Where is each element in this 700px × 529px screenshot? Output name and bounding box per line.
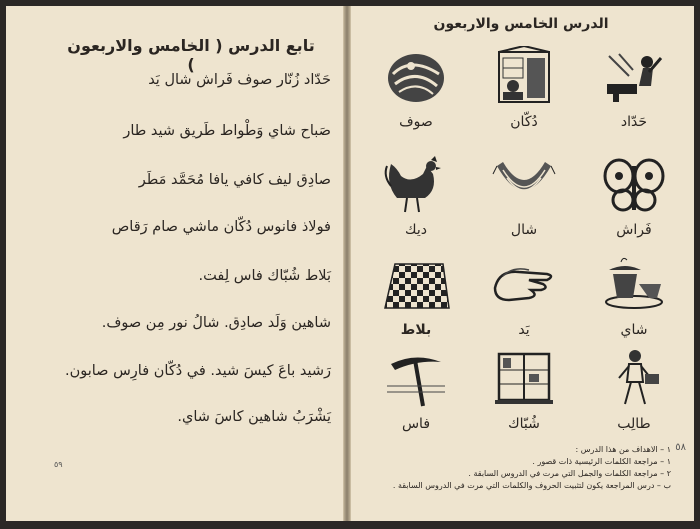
note-line: ب – درس المراجعة يكون لتثبيت الحروف والكلمات التي مرت في الدروس السابقة . xyxy=(392,481,671,490)
word-label: صوف xyxy=(399,114,433,130)
window-icon xyxy=(489,348,559,410)
butterfly-icon xyxy=(599,154,669,216)
word-label: طالِب xyxy=(617,416,651,432)
teacher-notes xyxy=(371,444,671,492)
word-label: شاي xyxy=(620,322,648,338)
text-line-1: حَدّاد زُنّار صوف فَراش شال يَد xyxy=(148,72,331,88)
text-line-2: صَباح شاي وَطْواط طَريق شيد طار xyxy=(123,123,331,139)
note-line: ١ – الاهداف من هذا الدرس : xyxy=(575,445,671,454)
word-label: فاس xyxy=(401,416,431,432)
picture-card-tea xyxy=(589,254,679,349)
word-label: شُبّاك xyxy=(508,416,540,432)
picture-card-hand xyxy=(479,254,569,349)
text-line-3: صادِق ليف كافي يافا مُحَمَّد مَطَر xyxy=(138,172,331,188)
picture-card-wool xyxy=(371,46,461,141)
picture-card-blacksmith xyxy=(589,46,679,141)
right-page xyxy=(350,6,694,521)
left-page-number: ٥٩ xyxy=(54,460,63,469)
picture-card-butterfly xyxy=(589,154,679,249)
tea-icon xyxy=(599,254,669,316)
right-page-title: الدرس الخامس والاربعون xyxy=(433,16,609,32)
picture-card-tiles xyxy=(371,254,461,349)
text-line-7: رَشيد باعَ كيسَ شيد. في دُكّان فارِس صابون. xyxy=(64,363,331,379)
rooster-icon xyxy=(381,154,451,216)
shawl-icon xyxy=(489,154,559,216)
student-icon xyxy=(599,348,669,410)
wool-icon xyxy=(381,46,451,108)
word-label: دُكّان xyxy=(510,114,538,130)
shop-icon xyxy=(489,46,559,108)
left-page-title: تابع الدرس ( الخامس والاربعون ) xyxy=(67,36,315,74)
word-label: شال xyxy=(510,222,538,238)
picture-card-student xyxy=(589,348,679,443)
text-line-6: شاهين وَلَد صادِق. شالُ نور مِن صوف. xyxy=(101,315,331,331)
hand-icon xyxy=(489,254,559,316)
picture-card-rooster xyxy=(371,154,461,249)
word-label: ديك xyxy=(405,222,427,238)
picture-card-shop xyxy=(479,46,569,141)
picture-card-shawl xyxy=(479,154,569,249)
left-page xyxy=(6,6,344,521)
word-label: بلاط xyxy=(400,322,432,338)
tiles-icon xyxy=(381,254,451,316)
word-label: فَراش xyxy=(616,222,652,238)
pickaxe-icon xyxy=(381,348,451,410)
text-line-8: يَشْرَبُ شاهين كاسَ شاي. xyxy=(177,409,331,425)
text-line-4: فولاذ فانوس دُكّان ماشي صام رَقاص xyxy=(111,219,331,235)
word-label: حَدّاد xyxy=(620,114,648,130)
right-page-number: ٥٨ xyxy=(675,442,686,453)
note-line: ١ – مراجعة الكلمات الرئيسية ذات قصور . xyxy=(532,457,671,466)
picture-card-window xyxy=(479,348,569,443)
picture-card-pickaxe xyxy=(371,348,461,443)
word-label: يَد xyxy=(518,322,530,338)
note-line: ٢ – مراجعة الكلمات والجمل التي مرت في الدروس السابقة . xyxy=(468,469,671,478)
text-line-5: بَلاط شُبّاك فاس لِفت. xyxy=(198,268,331,284)
blacksmith-icon xyxy=(599,46,669,108)
